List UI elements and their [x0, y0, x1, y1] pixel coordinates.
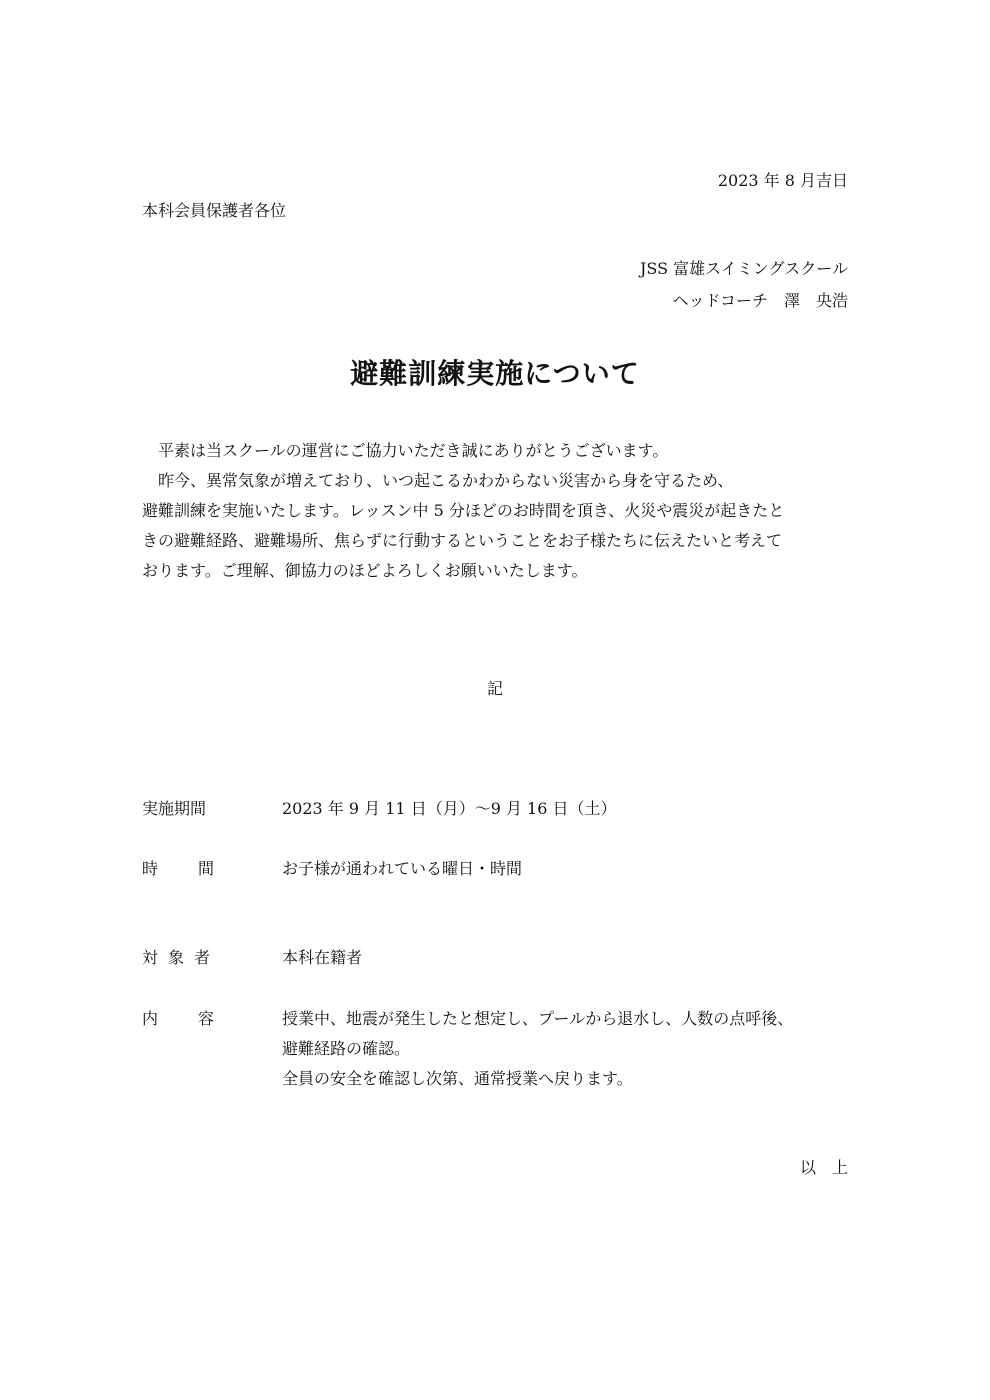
body-paragraph-2-line-2: 避難訓練を実施いたします。レッスン中 5 分ほどのお時間を頂き、火災や震災が起きたと: [142, 501, 785, 520]
body-paragraph-2-line-3: きの避難経路、避難場所、焦らずに行動するということをお子様たちに伝えたいと考えて: [142, 531, 783, 550]
time-label: [142, 858, 214, 880]
body-paragraph-2-line-1: 昨今、異常気象が増えており、いつ起こるかわからない災害から身を守るため、: [158, 471, 734, 490]
sender-name: ヘッドコーチ 澤 央浩: [672, 291, 848, 310]
ki-heading: 記: [486, 679, 503, 698]
sender-organization: JSS 富雄スイミングスクール: [639, 259, 848, 278]
target-label: [142, 947, 210, 969]
content-value-line-2: 避難経路の確認。: [282, 1039, 411, 1058]
content-value-line-3: 全員の安全を確認し次第、通常授業へ戻ります。: [282, 1069, 633, 1088]
time-value: お子様が通われている曜日・時間: [282, 859, 523, 878]
content-label: [142, 1008, 214, 1030]
recipient: 本科会員保護者各位: [142, 201, 287, 220]
target-value: 本科在籍者: [282, 948, 363, 967]
target-label-char-2: 象: [167, 948, 184, 967]
body-paragraph-1: 平素は当スクールの運営にご協力いただき誠にありがとうございます。: [158, 441, 669, 460]
time-label-char-1: 時: [142, 859, 159, 878]
closing-mark: 以 上: [799, 1158, 848, 1177]
period-value: 2023 年 9 月 11 日（月）～9 月 16 日（土）: [282, 799, 617, 818]
content-value-line-1: 授業中、地震が発生したと想定し、プールから退水し、人数の点呼後、: [282, 1009, 794, 1028]
period-label: 実施期間: [142, 799, 207, 818]
document-title: 避難訓練実施について: [350, 357, 640, 390]
document-date: 2023 年 8 月吉日: [717, 171, 848, 190]
content-label-char-2: 容: [197, 1009, 214, 1028]
target-label-char-3: 者: [193, 948, 210, 967]
body-paragraph-2-line-4: おります。ご理解、御協力のほどよろしくお願いいたします。: [142, 561, 588, 580]
target-label-char-1: 対: [142, 948, 159, 967]
time-label-char-2: 間: [197, 859, 214, 878]
content-label-char-1: 内: [142, 1009, 159, 1028]
content-value: [282, 1004, 850, 1094]
body-text: [142, 436, 850, 586]
